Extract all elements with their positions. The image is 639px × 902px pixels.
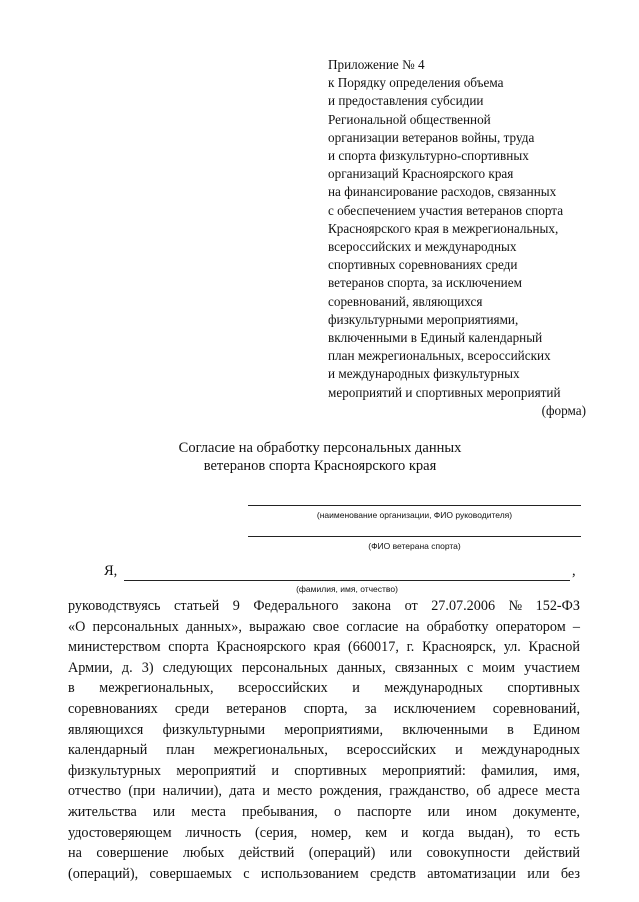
body-line bbox=[68, 823, 580, 844]
appendix-line: физкультурными мероприятиями, bbox=[328, 311, 519, 327]
organization-fill-line bbox=[248, 505, 581, 506]
body-word: выдан), bbox=[467, 824, 514, 841]
body-line bbox=[68, 802, 580, 823]
body-word: согласие bbox=[346, 618, 399, 635]
body-word: статьей bbox=[174, 598, 220, 614]
body-word: автоматизации bbox=[427, 865, 516, 882]
body-word: персональных bbox=[92, 618, 179, 635]
body-word: данных», bbox=[185, 618, 242, 635]
appendix-line: план межрегиональных, всероссийских bbox=[328, 348, 551, 364]
body-word: физкультурных bbox=[68, 762, 161, 779]
body-word: номер, bbox=[311, 824, 352, 841]
body-word: в bbox=[507, 721, 514, 738]
body-word: персональных bbox=[241, 659, 328, 676]
body-word: отчество bbox=[68, 783, 122, 800]
body-word: руководствуясь bbox=[68, 598, 161, 614]
fio-caption: (фамилия, имя, отчество) bbox=[296, 584, 398, 594]
body-word: международных bbox=[481, 742, 580, 759]
body-line bbox=[68, 637, 580, 658]
body-word: то bbox=[527, 824, 541, 841]
body-word: и bbox=[262, 783, 270, 800]
body-word: места bbox=[191, 803, 226, 820]
body-word: использованием bbox=[260, 865, 359, 882]
body-word: (660017, bbox=[348, 639, 399, 656]
body-word: за bbox=[364, 700, 377, 717]
body-word: «О bbox=[68, 618, 86, 635]
appendix-line: включенными в Единый календарный bbox=[328, 330, 543, 346]
appendix-line: всероссийских и международных bbox=[328, 239, 517, 255]
body-word: края bbox=[313, 639, 341, 656]
body-word: физкультурными bbox=[162, 721, 266, 738]
body-word: следующих bbox=[162, 659, 233, 676]
body-word: всероссийских bbox=[238, 680, 328, 697]
body-line bbox=[68, 781, 580, 802]
body-word: Федерального bbox=[253, 598, 339, 614]
body-word: кем bbox=[365, 824, 388, 841]
consent-body-text bbox=[68, 596, 580, 884]
body-word: исключением bbox=[393, 700, 476, 717]
body-word: являющихся bbox=[68, 721, 144, 738]
body-word: закона bbox=[352, 598, 392, 614]
body-word: д. bbox=[121, 659, 133, 676]
body-word: или bbox=[427, 803, 450, 820]
ya-label: Я, bbox=[104, 563, 118, 579]
body-word: г. bbox=[406, 639, 415, 656]
body-word: межрегиональных, bbox=[213, 742, 328, 759]
appendix-line: и международных физкультурных bbox=[328, 366, 520, 382]
body-word: пребывания, bbox=[242, 803, 318, 820]
appendix-line: соревнований, являющихся bbox=[328, 293, 483, 309]
body-line bbox=[68, 699, 580, 720]
body-word: обработку bbox=[426, 618, 489, 635]
document-title bbox=[120, 440, 520, 475]
veteran-fill-line bbox=[248, 536, 581, 537]
appendix-line: Приложение № 4 bbox=[328, 57, 425, 72]
body-word: свое bbox=[312, 618, 340, 635]
body-word: международных bbox=[384, 680, 483, 697]
fio-fill-line bbox=[124, 580, 570, 581]
body-word: об bbox=[476, 783, 491, 800]
appendix-line: на финансирование расходов, связанных bbox=[328, 184, 557, 200]
appendix-line: мероприятий и спортивных мероприятий bbox=[328, 384, 561, 400]
body-word: удостоверяющем bbox=[68, 824, 172, 841]
body-word: или bbox=[389, 845, 413, 862]
body-word: совершаемых bbox=[149, 865, 232, 882]
body-word: о bbox=[333, 803, 342, 820]
appendix-line: Региональной общественной bbox=[328, 111, 491, 127]
body-word: включенными bbox=[402, 721, 488, 738]
body-word: личность bbox=[185, 824, 242, 841]
body-word: министерством bbox=[68, 639, 161, 656]
appendix-line: с обеспечением участия ветеранов спорта bbox=[328, 202, 564, 218]
body-word: действий bbox=[524, 845, 580, 862]
body-word: (операций), bbox=[68, 865, 139, 882]
body-word: спорта, bbox=[303, 700, 348, 717]
body-word: с bbox=[467, 659, 474, 676]
body-word: среди bbox=[174, 700, 210, 717]
body-line bbox=[68, 678, 580, 699]
body-word: Красноярск, bbox=[422, 639, 496, 656]
body-word: 9 bbox=[232, 598, 240, 614]
title-line-1: Согласие на обработку персональных данных bbox=[178, 440, 462, 456]
body-word: календарный bbox=[68, 742, 148, 759]
body-word: и bbox=[455, 742, 463, 759]
body-word: на bbox=[405, 618, 420, 635]
body-word: мероприятиями, bbox=[284, 721, 384, 738]
body-word: всероссийских bbox=[346, 742, 437, 759]
body-word: ул. bbox=[503, 639, 521, 656]
body-word: соревнованиях bbox=[68, 700, 158, 717]
body-word: (при bbox=[128, 783, 156, 800]
body-word: имя, bbox=[553, 762, 580, 779]
body-line bbox=[68, 864, 580, 885]
title-line-2: ветеранов спорта Красноярского края bbox=[203, 457, 437, 474]
body-line bbox=[68, 617, 580, 638]
body-word: документе, bbox=[513, 803, 580, 820]
body-word: любых bbox=[182, 845, 225, 862]
body-word: моим bbox=[482, 659, 516, 676]
body-word: или bbox=[152, 803, 176, 820]
appendix-line: организаций Красноярского края bbox=[328, 166, 514, 182]
body-line bbox=[68, 740, 580, 761]
body-word: Армии, bbox=[68, 659, 113, 676]
appendix-line: ветеранов спорта, за исключением bbox=[328, 275, 522, 291]
appendix-line: и спорта физкультурно-спортивных bbox=[328, 148, 529, 164]
body-word: без bbox=[560, 865, 580, 882]
body-word: 3) bbox=[141, 659, 154, 676]
body-word: выражаю bbox=[249, 618, 306, 635]
body-word: спортивных bbox=[507, 680, 580, 697]
body-word: мероприятий bbox=[176, 762, 256, 779]
body-word: мероприятий: bbox=[382, 762, 466, 779]
body-line bbox=[68, 658, 580, 679]
body-line bbox=[68, 843, 580, 864]
body-word: соревнований, bbox=[492, 700, 580, 717]
body-word: и bbox=[400, 824, 409, 841]
body-word: гражданство, bbox=[389, 783, 470, 800]
body-line bbox=[68, 720, 580, 741]
body-word: № bbox=[508, 598, 523, 614]
body-word: план bbox=[166, 742, 195, 759]
body-word: и bbox=[271, 762, 279, 779]
body-word: спортивных bbox=[294, 762, 367, 779]
body-word: связанных bbox=[394, 659, 458, 676]
body-word: (операций) bbox=[308, 845, 376, 862]
body-word: и bbox=[352, 680, 360, 697]
body-word: совершение bbox=[96, 845, 169, 862]
fio-comma: , bbox=[572, 563, 576, 579]
body-word: места bbox=[545, 783, 580, 800]
body-word: межрегиональных, bbox=[99, 680, 214, 697]
body-word: или bbox=[527, 865, 550, 882]
body-word: наличии), bbox=[162, 783, 222, 800]
body-word: с bbox=[243, 865, 250, 882]
body-word: рождения, bbox=[319, 783, 382, 800]
body-word: ветеранов bbox=[226, 700, 287, 717]
veteran-caption: (ФИО ветерана спорта) bbox=[368, 541, 461, 551]
appendix-line: к Порядку определения объема bbox=[328, 75, 504, 91]
appendix-line: организации ветеранов войны, труда bbox=[328, 129, 535, 145]
body-word: в bbox=[68, 680, 75, 697]
body-word: жительства bbox=[68, 803, 137, 820]
body-line bbox=[68, 596, 580, 617]
body-word: от bbox=[404, 598, 418, 614]
body-word: – bbox=[572, 618, 580, 635]
body-word: Красной bbox=[528, 639, 580, 656]
body-word: фамилия, bbox=[481, 762, 538, 779]
body-word: оператором bbox=[495, 618, 566, 635]
body-word: участием bbox=[524, 659, 580, 676]
body-word: Едином bbox=[533, 721, 580, 738]
body-word: (серия, bbox=[255, 824, 298, 841]
body-word: паспорте bbox=[357, 803, 412, 820]
body-word: данных, bbox=[336, 659, 386, 676]
organization-caption: (наименование организации, ФИО руководителя) bbox=[316, 510, 513, 520]
body-word: действий bbox=[238, 845, 295, 862]
body-word: на bbox=[68, 845, 82, 862]
body-word: когда bbox=[422, 824, 455, 841]
body-word: 152-ФЗ bbox=[535, 598, 580, 614]
body-word: средств bbox=[370, 865, 416, 882]
body-word: дата bbox=[229, 783, 256, 800]
body-word: адресе bbox=[498, 783, 539, 800]
body-word: спорта bbox=[168, 639, 209, 656]
body-word: ином bbox=[465, 803, 497, 820]
body-word: совокупности bbox=[426, 845, 511, 862]
appendix-line: и предоставления субсидии bbox=[328, 93, 484, 109]
body-line bbox=[68, 761, 580, 782]
appendix-header bbox=[328, 56, 586, 420]
body-word: есть bbox=[554, 824, 580, 841]
body-word: Красноярского bbox=[216, 639, 306, 656]
body-word: место bbox=[277, 783, 313, 800]
body-word: 27.07.2006 bbox=[431, 598, 496, 614]
form-label: (форма) bbox=[541, 402, 586, 418]
appendix-line: Красноярского края в межрегиональных, bbox=[328, 220, 559, 236]
appendix-line: спортивных соревнованиях среди bbox=[328, 257, 518, 273]
